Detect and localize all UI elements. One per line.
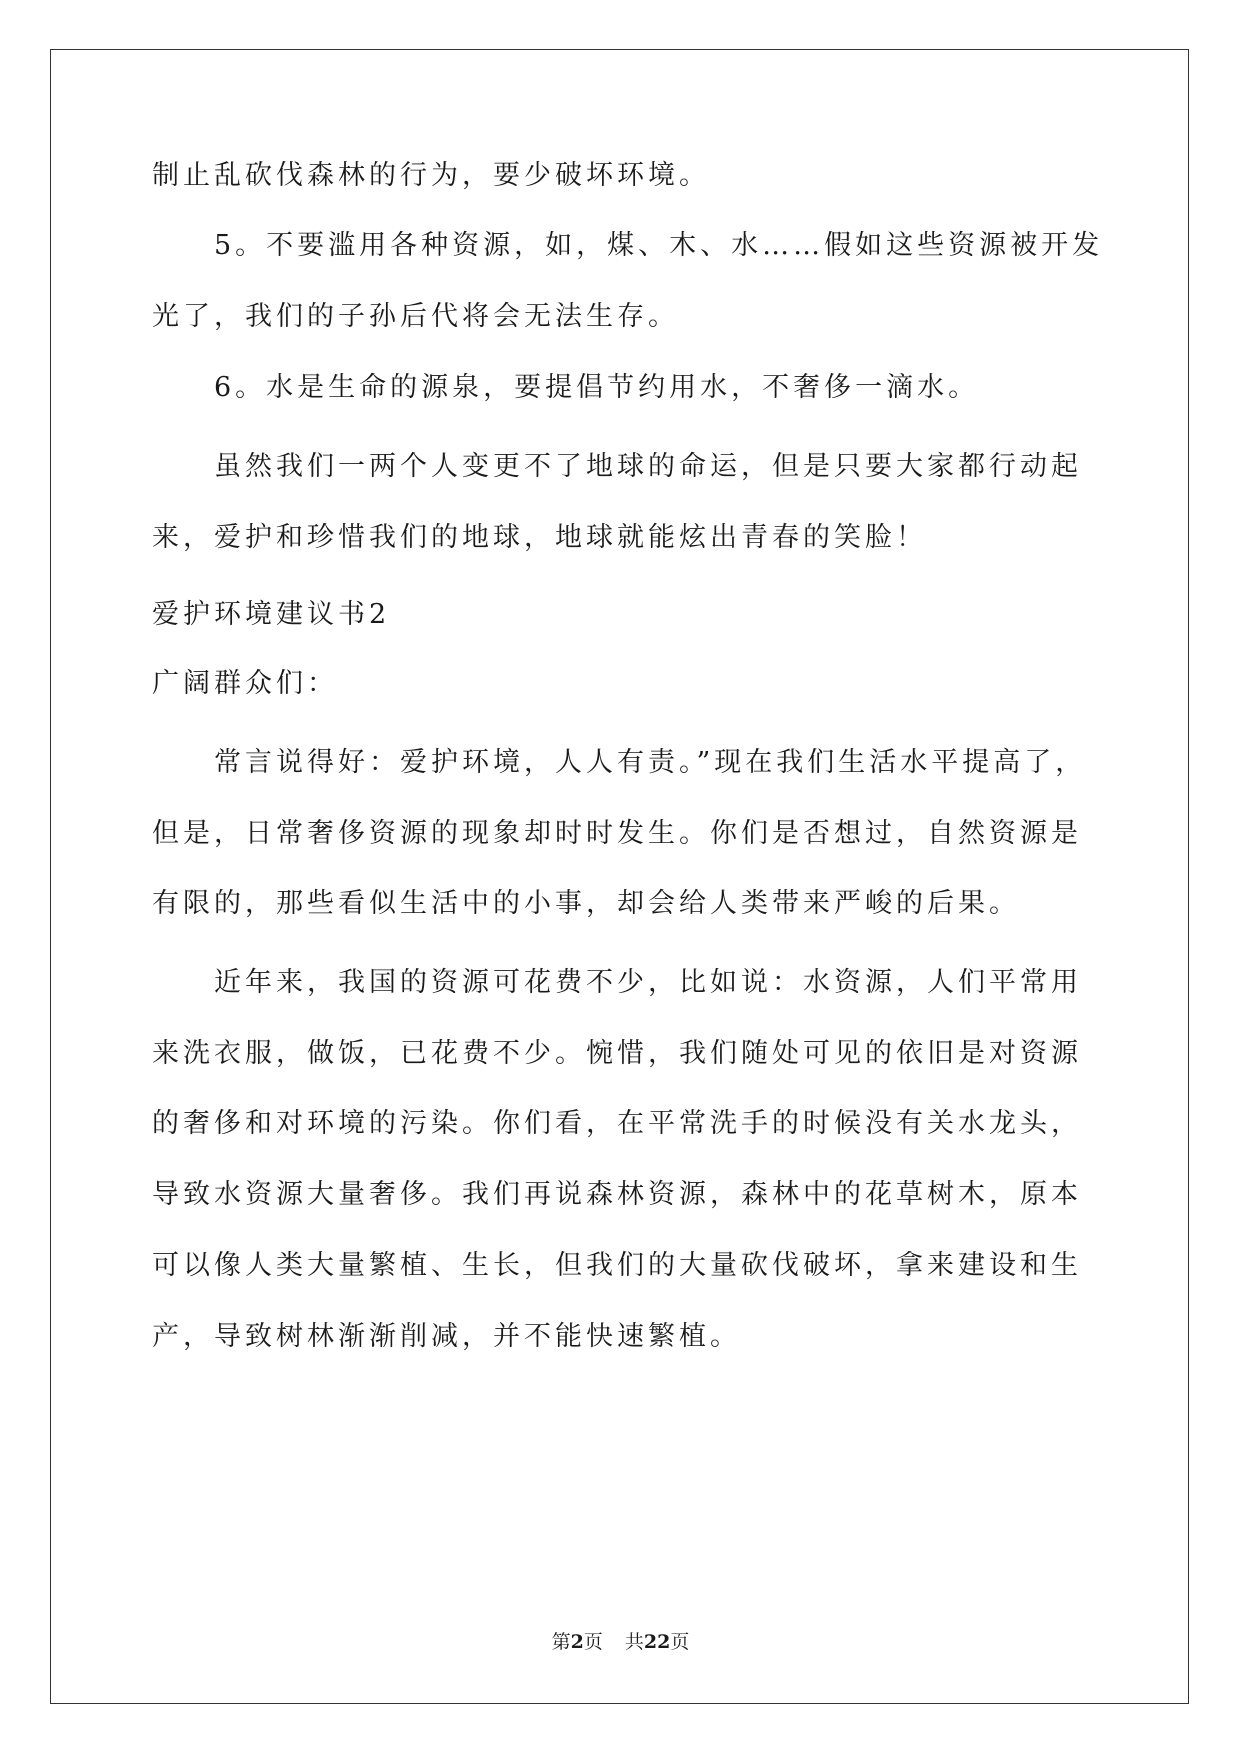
footer-total-suffix: 页: [670, 1631, 690, 1653]
body-line-12: 近年来，我国的资源可花费不少，比如说：水资源，人们平常用: [214, 967, 1082, 998]
footer-page-total: 22: [643, 1631, 671, 1653]
body-line-6: 来，爱护和珍惜我们的地球，地球就能炫出青春的笑脸！: [152, 522, 927, 553]
salutation: 广阔群众们：: [152, 668, 338, 699]
footer-total-prefix: 共: [624, 1631, 644, 1653]
section-heading: 爱护环境建议书2: [152, 599, 391, 630]
footer-page-current: 2: [570, 1631, 584, 1653]
body-line-10: 但是，日常奢侈资源的现象却时时发生。你们是否想过，自然资源是: [152, 818, 1082, 849]
body-line-13: 来洗衣服，做饭，已花费不少。惋惜，我们随处可见的依旧是对资源: [152, 1038, 1082, 1069]
body-line-5: 虽然我们一两个人变更不了地球的命运，但是只要大家都行动起: [214, 451, 1082, 482]
body-line-1: 制止乱砍伐森林的行为，要少破坏环境。: [152, 160, 710, 191]
body-line-11: 有限的，那些看似生活中的小事，却会给人类带来严峻的后果。: [152, 888, 1020, 919]
body-line-15: 导致水资源大量奢侈。我们再说森林资源，森林中的花草树木，原本: [152, 1179, 1082, 1210]
body-line-16: 可以像人类大量繁植、生长，但我们的大量砍伐破坏，拿来建设和生: [152, 1250, 1082, 1281]
page-footer: [0, 1628, 1241, 1656]
body-line-3: 光了，我们的子孙后代将会无法生存。: [152, 301, 679, 332]
body-line-9: 常言说得好：爱护环境，人人有责。”现在我们生活水平提高了，: [214, 747, 1087, 778]
body-line-2: 5。不要滥用各种资源，如，煤、木、水……假如这些资源被开发: [214, 230, 1104, 261]
body-line-17: 产，导致树林渐渐削减，并不能快速繁植。: [152, 1321, 741, 1352]
footer-page-suffix: 页: [583, 1631, 603, 1653]
body-line-4: 6。水是生命的源泉，要提倡节约用水，不奢侈一滴水。: [214, 372, 980, 403]
body-line-14: 的奢侈和对环境的污染。你们看，在平常洗手的时候没有关水龙头，: [152, 1108, 1082, 1139]
footer-page-prefix: 第: [551, 1631, 571, 1653]
